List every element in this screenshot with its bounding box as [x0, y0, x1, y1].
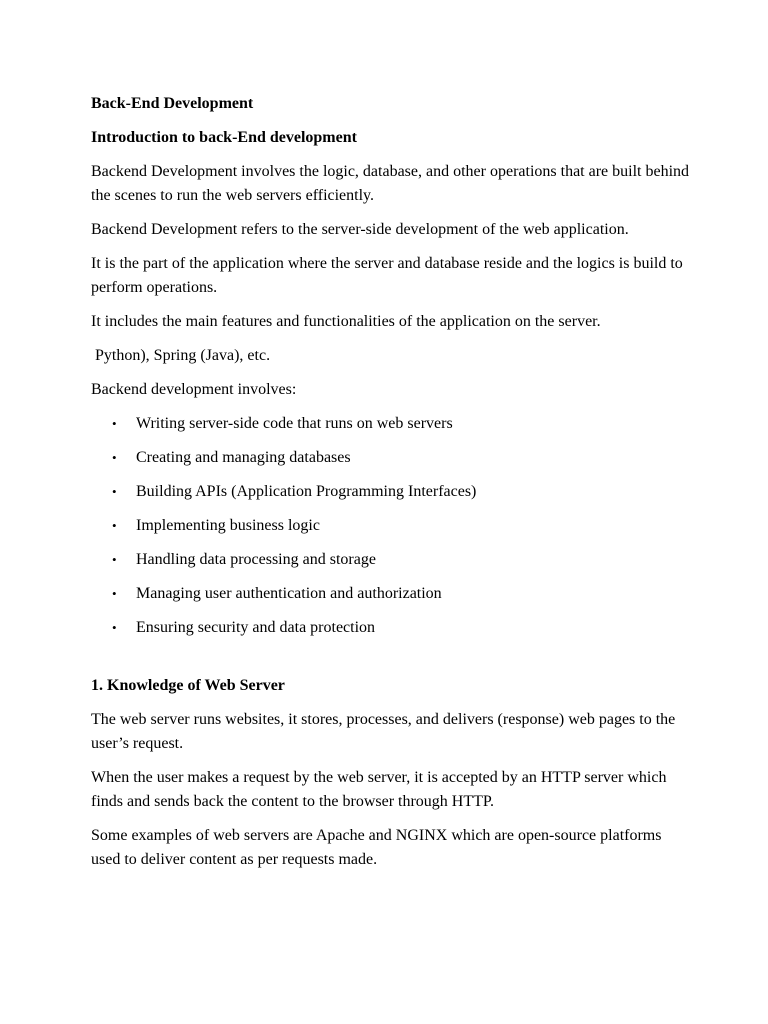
- list-item-text: Handling data processing and storage: [136, 551, 376, 568]
- document-title: Back-End Development: [91, 95, 254, 112]
- section-spacer: [91, 650, 691, 674]
- list-item: [91, 548, 691, 572]
- intro-paragraph: Backend Development involves the logic, database, and other operations that are built behind the scenes to run the web servers efficiently.: [91, 163, 690, 204]
- list-item-text: Writing server-side code that runs on web servers: [136, 415, 453, 432]
- bullet-icon: •: [112, 620, 117, 635]
- bullet-list: [91, 412, 691, 640]
- list-item: [91, 616, 691, 640]
- list-item-text: Creating and managing databases: [136, 449, 351, 466]
- bullet-icon: •: [112, 416, 117, 431]
- intro-paragraph: Python), Spring (Java), etc.: [91, 347, 271, 364]
- list-item: [91, 514, 691, 538]
- list-item-text: Building APIs (Application Programming Interfaces): [136, 483, 477, 500]
- bullet-icon: •: [112, 586, 117, 601]
- section-heading: 1. Knowledge of Web Server: [91, 677, 285, 694]
- bullet-icon: •: [112, 450, 117, 465]
- section-paragraph: The web server runs websites, it stores, processes, and delivers (response) web pages to the user’s request.: [91, 711, 676, 752]
- bullet-icon: •: [112, 518, 117, 533]
- list-item-text: Ensuring security and data protection: [136, 619, 376, 636]
- bullet-icon: •: [112, 552, 117, 567]
- intro-paragraph: Backend development involves:: [91, 381, 297, 398]
- list-item-text: Managing user authentication and authorization: [136, 585, 442, 602]
- list-item: [91, 582, 691, 606]
- list-item-text: Implementing business logic: [136, 517, 320, 534]
- section-paragraph: Some examples of web servers are Apache and NGINX which are open-source platforms used to deliver content as per requests made.: [91, 827, 662, 868]
- intro-heading: Introduction to back-End development: [91, 129, 357, 146]
- list-item: [91, 412, 691, 436]
- list-item: [91, 480, 691, 504]
- intro-paragraph: It is the part of the application where the server and database reside and the logics is build to perform operations.: [91, 255, 683, 296]
- intro-paragraph: It includes the main features and functionalities of the application on the server.: [91, 313, 601, 330]
- document-body: [91, 92, 691, 882]
- section-paragraph: When the user makes a request by the web server, it is accepted by an HTTP server which finds and sends back the content to the browser through HTTP.: [91, 769, 667, 810]
- list-item: [91, 446, 691, 470]
- bullet-icon: •: [112, 484, 117, 499]
- intro-paragraph: Backend Development refers to the server-side development of the web application.: [91, 221, 629, 238]
